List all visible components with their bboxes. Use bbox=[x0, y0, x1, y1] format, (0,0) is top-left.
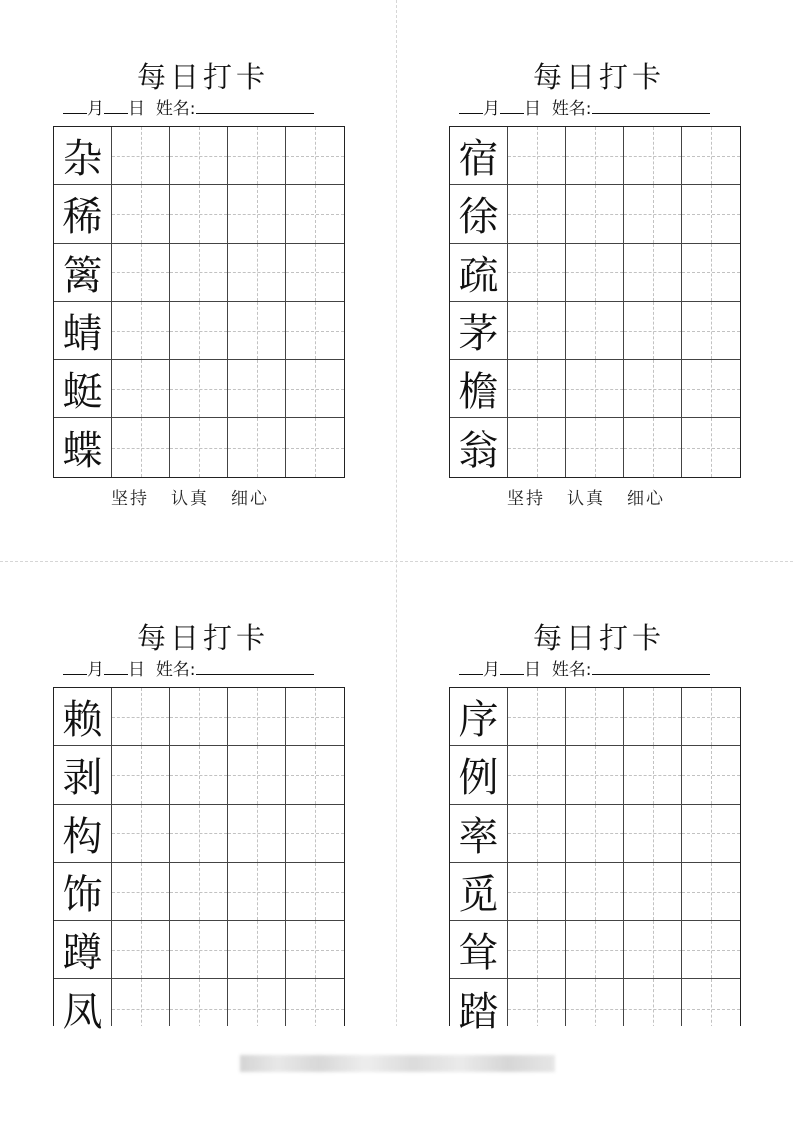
practice-cell[interactable] bbox=[508, 688, 566, 745]
model-character: 例 bbox=[458, 755, 499, 802]
practice-cell[interactable] bbox=[682, 805, 740, 862]
day-label: 日 bbox=[524, 660, 541, 680]
grid-row bbox=[450, 302, 740, 360]
practice-cell[interactable] bbox=[286, 418, 344, 476]
practice-cell[interactable] bbox=[508, 863, 566, 920]
practice-cell[interactable] bbox=[566, 688, 624, 745]
practice-cell[interactable] bbox=[566, 185, 624, 242]
model-char-cell bbox=[450, 746, 508, 803]
grid-row bbox=[54, 244, 344, 302]
date-name-line bbox=[63, 657, 348, 679]
practice-cell[interactable] bbox=[624, 921, 682, 978]
practice-cell[interactable] bbox=[170, 185, 228, 242]
practice-cell[interactable] bbox=[682, 360, 740, 417]
model-char-cell bbox=[450, 688, 508, 745]
model-character: 饰 bbox=[62, 872, 103, 919]
month-label: 月 bbox=[87, 99, 104, 119]
checkin-card-4 bbox=[449, 621, 749, 1081]
practice-cell[interactable] bbox=[228, 185, 286, 242]
practice-cell[interactable] bbox=[682, 302, 740, 359]
practice-cell[interactable] bbox=[624, 805, 682, 862]
motto-item: 坚持 bbox=[507, 489, 545, 509]
grid-row bbox=[450, 921, 740, 979]
practice-cell[interactable] bbox=[508, 805, 566, 862]
motto-item: 认真 bbox=[171, 489, 209, 509]
grid-row bbox=[450, 185, 740, 243]
practice-cell[interactable] bbox=[508, 921, 566, 978]
model-character: 檐 bbox=[458, 369, 499, 416]
practice-cell[interactable] bbox=[112, 921, 170, 978]
month-label: 月 bbox=[483, 99, 500, 119]
day-blank[interactable] bbox=[500, 96, 524, 114]
grid-row bbox=[54, 688, 344, 746]
practice-cell[interactable] bbox=[112, 244, 170, 301]
grid-row bbox=[54, 921, 344, 979]
practice-cell[interactable] bbox=[682, 185, 740, 242]
practice-cell[interactable] bbox=[624, 185, 682, 242]
practice-cell[interactable] bbox=[170, 244, 228, 301]
practice-cell[interactable] bbox=[624, 302, 682, 359]
grid-row bbox=[450, 746, 740, 804]
model-char-cell bbox=[54, 127, 112, 184]
practice-cell[interactable] bbox=[170, 746, 228, 803]
checkin-card-3 bbox=[53, 621, 353, 1081]
name-blank[interactable] bbox=[196, 96, 314, 114]
model-character: 剥 bbox=[62, 755, 103, 802]
practice-grid bbox=[53, 687, 345, 1039]
card-title: 每日打卡 bbox=[136, 60, 269, 94]
practice-cell[interactable] bbox=[286, 127, 344, 184]
model-char-cell bbox=[450, 302, 508, 359]
practice-grid bbox=[449, 687, 741, 1039]
grid-row bbox=[450, 863, 740, 921]
grid-row bbox=[450, 418, 740, 476]
practice-cell[interactable] bbox=[682, 127, 740, 184]
practice-cell[interactable] bbox=[286, 805, 344, 862]
day-blank[interactable] bbox=[104, 96, 128, 114]
model-char-cell bbox=[54, 863, 112, 920]
practice-cell[interactable] bbox=[624, 127, 682, 184]
grid-row bbox=[54, 185, 344, 243]
grid-row bbox=[450, 244, 740, 302]
model-char-cell bbox=[54, 688, 112, 745]
model-char-cell bbox=[54, 360, 112, 417]
practice-cell[interactable] bbox=[566, 863, 624, 920]
model-character: 序 bbox=[458, 697, 499, 744]
motto-item: 细心 bbox=[231, 489, 269, 509]
model-char-cell bbox=[450, 185, 508, 242]
practice-cell[interactable] bbox=[228, 746, 286, 803]
practice-cell[interactable] bbox=[170, 360, 228, 417]
practice-cell[interactable] bbox=[170, 127, 228, 184]
grid-row bbox=[54, 127, 344, 185]
model-char-cell bbox=[54, 921, 112, 978]
day-label: 日 bbox=[128, 99, 145, 119]
practice-cell[interactable] bbox=[112, 418, 170, 476]
practice-cell[interactable] bbox=[228, 127, 286, 184]
practice-cell[interactable] bbox=[624, 360, 682, 417]
month-blank[interactable] bbox=[459, 96, 483, 114]
name-label: 姓名: bbox=[551, 660, 592, 680]
date-name-line bbox=[459, 96, 744, 118]
model-char-cell bbox=[450, 805, 508, 862]
motto-line bbox=[111, 484, 311, 509]
practice-cell[interactable] bbox=[682, 688, 740, 745]
motto-item: 坚持 bbox=[111, 489, 149, 509]
practice-grid bbox=[53, 126, 345, 478]
name-blank[interactable] bbox=[592, 657, 710, 675]
practice-cell[interactable] bbox=[170, 863, 228, 920]
model-character: 觅 bbox=[458, 872, 499, 919]
practice-cell[interactable] bbox=[508, 302, 566, 359]
practice-grid bbox=[449, 126, 741, 478]
practice-cell[interactable] bbox=[170, 418, 228, 476]
month-blank[interactable] bbox=[63, 96, 87, 114]
practice-cell[interactable] bbox=[624, 863, 682, 920]
practice-cell[interactable] bbox=[170, 921, 228, 978]
practice-cell[interactable] bbox=[228, 863, 286, 920]
date-name-line bbox=[459, 657, 744, 679]
grid-row bbox=[54, 360, 344, 418]
practice-cell[interactable] bbox=[112, 360, 170, 417]
practice-cell[interactable] bbox=[566, 805, 624, 862]
model-character: 耸 bbox=[458, 930, 499, 977]
model-char-cell bbox=[54, 185, 112, 242]
grid-row bbox=[450, 688, 740, 746]
model-character: 翁 bbox=[458, 428, 499, 475]
practice-cell[interactable] bbox=[682, 921, 740, 978]
practice-cell[interactable] bbox=[566, 418, 624, 476]
practice-cell[interactable] bbox=[566, 244, 624, 301]
month-blank[interactable] bbox=[459, 657, 483, 675]
practice-cell[interactable] bbox=[228, 688, 286, 745]
model-char-cell bbox=[450, 418, 508, 476]
practice-cell[interactable] bbox=[228, 244, 286, 301]
practice-cell[interactable] bbox=[112, 746, 170, 803]
practice-cell[interactable] bbox=[170, 688, 228, 745]
model-char-cell bbox=[54, 979, 112, 1037]
name-label: 姓名: bbox=[551, 99, 592, 119]
grid-row bbox=[54, 863, 344, 921]
model-character: 率 bbox=[458, 813, 499, 860]
month-label: 月 bbox=[483, 660, 500, 680]
card-title: 每日打卡 bbox=[532, 621, 665, 655]
grid-row bbox=[450, 127, 740, 185]
name-label: 姓名: bbox=[155, 660, 196, 680]
name-blank[interactable] bbox=[196, 657, 314, 675]
model-char-cell bbox=[54, 418, 112, 476]
practice-cell[interactable] bbox=[508, 244, 566, 301]
model-character: 徐 bbox=[458, 194, 499, 241]
model-character: 蝶 bbox=[62, 428, 103, 475]
grid-row bbox=[450, 360, 740, 418]
model-character: 凤 bbox=[62, 989, 103, 1036]
practice-cell[interactable] bbox=[682, 863, 740, 920]
practice-cell[interactable] bbox=[508, 185, 566, 242]
model-character: 杂 bbox=[62, 136, 103, 183]
model-character: 稀 bbox=[62, 194, 103, 241]
practice-cell[interactable] bbox=[112, 805, 170, 862]
checkin-card-2 bbox=[449, 60, 749, 520]
practice-cell[interactable] bbox=[508, 360, 566, 417]
practice-cell[interactable] bbox=[170, 302, 228, 359]
motto-item: 认真 bbox=[567, 489, 605, 509]
model-char-cell bbox=[450, 244, 508, 301]
practice-cell[interactable] bbox=[112, 863, 170, 920]
practice-cell[interactable] bbox=[112, 688, 170, 745]
model-character: 篱 bbox=[62, 252, 103, 299]
model-character: 茅 bbox=[458, 311, 499, 358]
day-label: 日 bbox=[524, 99, 541, 119]
model-character: 蜻 bbox=[62, 311, 103, 358]
practice-cell[interactable] bbox=[566, 127, 624, 184]
model-char-cell bbox=[450, 921, 508, 978]
practice-cell[interactable] bbox=[228, 360, 286, 417]
card-title: 每日打卡 bbox=[532, 60, 665, 94]
practice-cell[interactable] bbox=[112, 127, 170, 184]
model-character: 宿 bbox=[458, 136, 499, 183]
practice-cell[interactable] bbox=[286, 863, 344, 920]
practice-cell[interactable] bbox=[228, 418, 286, 476]
name-label: 姓名: bbox=[155, 99, 196, 119]
model-character: 蹲 bbox=[62, 930, 103, 977]
practice-cell[interactable] bbox=[566, 302, 624, 359]
model-char-cell bbox=[450, 360, 508, 417]
model-character: 构 bbox=[62, 813, 103, 860]
day-blank[interactable] bbox=[500, 657, 524, 675]
month-blank[interactable] bbox=[63, 657, 87, 675]
practice-cell[interactable] bbox=[228, 805, 286, 862]
model-character: 疏 bbox=[458, 252, 499, 299]
practice-cell[interactable] bbox=[286, 185, 344, 242]
day-blank[interactable] bbox=[104, 657, 128, 675]
blurred-footer-watermark bbox=[240, 1055, 555, 1072]
grid-row bbox=[450, 805, 740, 863]
practice-cell[interactable] bbox=[624, 746, 682, 803]
page-bottom-area bbox=[0, 1026, 793, 1122]
model-char-cell bbox=[54, 302, 112, 359]
day-label: 日 bbox=[128, 660, 145, 680]
practice-cell[interactable] bbox=[286, 921, 344, 978]
grid-row bbox=[54, 746, 344, 804]
date-name-line bbox=[63, 96, 348, 118]
model-character: 蜓 bbox=[62, 369, 103, 416]
card-title: 每日打卡 bbox=[136, 621, 269, 655]
practice-cell[interactable] bbox=[286, 688, 344, 745]
practice-cell[interactable] bbox=[286, 746, 344, 803]
practice-cell[interactable] bbox=[566, 360, 624, 417]
model-char-cell bbox=[450, 863, 508, 920]
practice-cell[interactable] bbox=[286, 244, 344, 301]
page-divider-horizontal bbox=[0, 561, 793, 562]
practice-cell[interactable] bbox=[286, 360, 344, 417]
motto-item: 细心 bbox=[627, 489, 665, 509]
model-char-cell bbox=[54, 805, 112, 862]
practice-cell[interactable] bbox=[112, 185, 170, 242]
practice-cell[interactable] bbox=[682, 418, 740, 476]
grid-row bbox=[54, 302, 344, 360]
grid-row bbox=[54, 418, 344, 476]
model-char-cell bbox=[450, 979, 508, 1037]
name-blank[interactable] bbox=[592, 96, 710, 114]
practice-cell[interactable] bbox=[112, 302, 170, 359]
practice-cell[interactable] bbox=[566, 746, 624, 803]
model-character: 赖 bbox=[62, 697, 103, 744]
motto-line bbox=[507, 484, 707, 509]
month-label: 月 bbox=[87, 660, 104, 680]
practice-cell[interactable] bbox=[624, 418, 682, 476]
practice-cell[interactable] bbox=[682, 746, 740, 803]
practice-cell[interactable] bbox=[228, 302, 286, 359]
practice-cell[interactable] bbox=[624, 244, 682, 301]
practice-cell[interactable] bbox=[170, 805, 228, 862]
practice-cell[interactable] bbox=[566, 921, 624, 978]
practice-cell[interactable] bbox=[508, 127, 566, 184]
grid-row bbox=[54, 805, 344, 863]
practice-cell[interactable] bbox=[286, 302, 344, 359]
practice-cell[interactable] bbox=[624, 688, 682, 745]
model-char-cell bbox=[54, 244, 112, 301]
model-char-cell bbox=[54, 746, 112, 803]
practice-cell[interactable] bbox=[682, 244, 740, 301]
checkin-card-1 bbox=[53, 60, 353, 520]
practice-cell[interactable] bbox=[228, 921, 286, 978]
model-char-cell bbox=[450, 127, 508, 184]
practice-cell[interactable] bbox=[508, 746, 566, 803]
model-character: 踏 bbox=[458, 989, 499, 1036]
practice-cell[interactable] bbox=[508, 418, 566, 476]
